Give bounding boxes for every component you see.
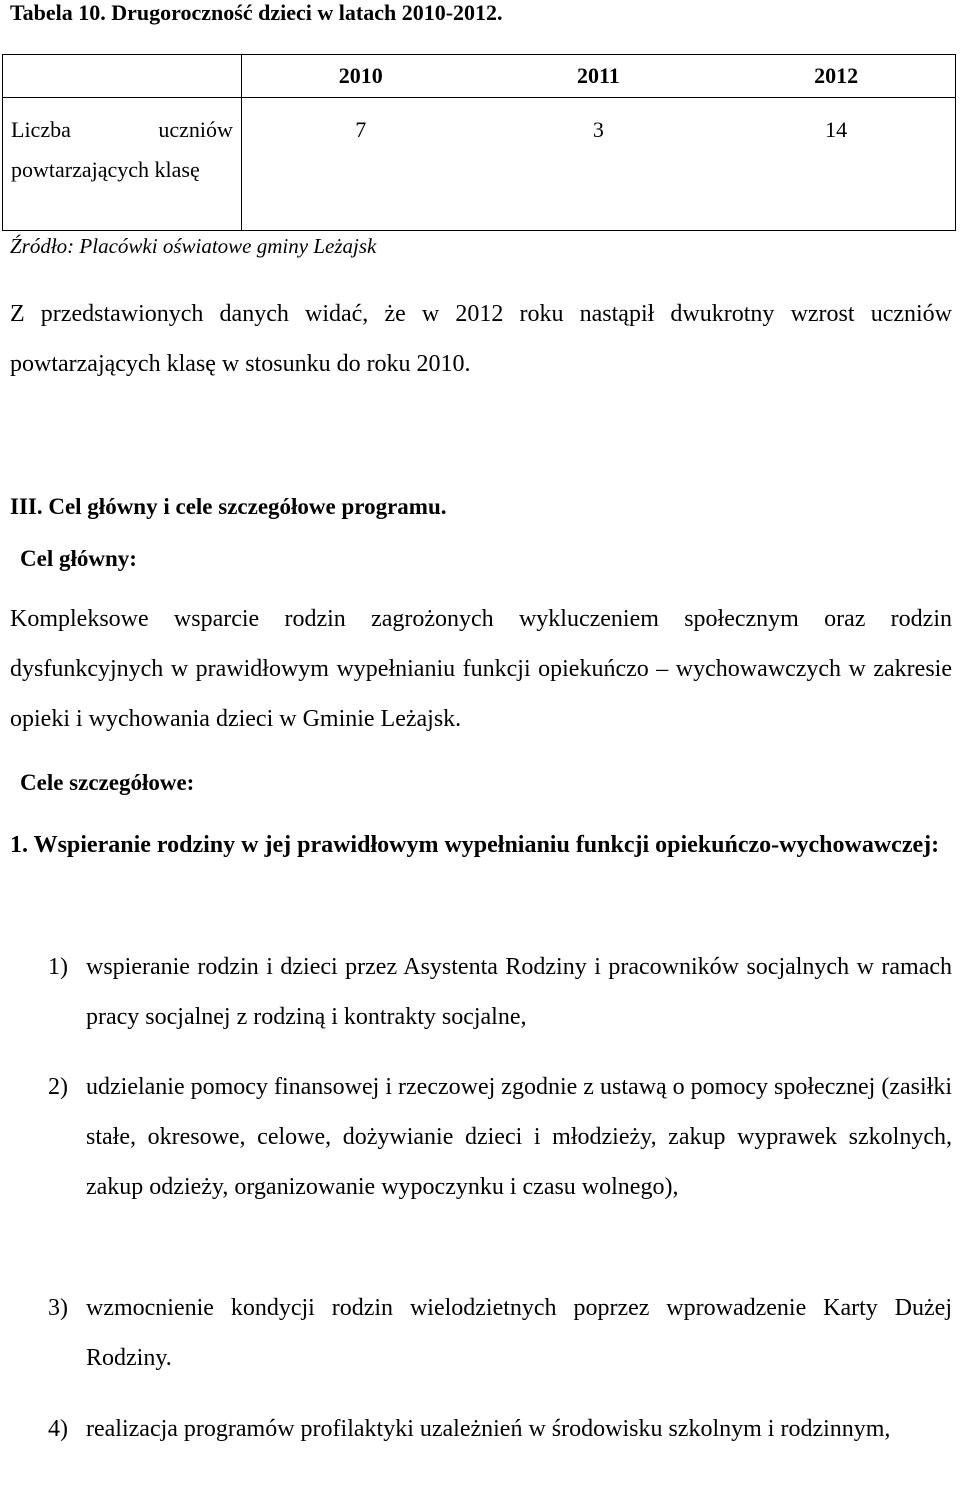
table-header-year: 2010 <box>241 55 479 98</box>
row-label-word: uczniów <box>158 117 233 142</box>
table-header-year: 2012 <box>717 55 955 98</box>
list-item <box>48 1062 952 1212</box>
list-item-number: 2) <box>48 1074 68 1100</box>
main-goal-text: Kompleksowe wsparcie rodzin zagrożonych wykluczeniem społecznym oraz rodzin dysfunkcyjnych w prawidłowym wypełnianiu funkcji opiekuńczo – wychowawczych w zakresie opieki i wychowania dzieci w Gminie Leżajsk. <box>10 606 952 732</box>
main-goal-heading: Cel główny: <box>20 546 137 571</box>
list-item-text: realizacja programów profilaktyki uzależnień w środowisku szkolnym i rodzinnym, <box>86 1416 891 1442</box>
table-cell-value: 7 <box>241 98 479 231</box>
row-label-word: Liczba <box>11 117 71 142</box>
list-item <box>48 942 952 1042</box>
list-item-text: wspieranie rodzin i dzieci przez Asystenta Rodziny i pracowników socjalnych w ramach pracy socjalnej z rodziną i kontrakty socjalne, <box>86 954 952 1030</box>
goal-1-title: 1. Wspieranie rodziny w jej prawidłowym wypełnianiu funkcji opiekuńczo-wychowawczej: <box>10 832 940 858</box>
table-source: Źródło: Placówki oświatowe gminy Leżajsk <box>10 234 377 258</box>
list-item-number: 1) <box>48 954 68 980</box>
summary-paragraph: Z przedstawionych danych widać, że w 2012 roku nastąpił dwukrotny wzrost uczniów powtarzających klasę w stosunku do roku 2010. <box>10 301 952 377</box>
section-heading: III. Cel główny i cele szczegółowe programu. <box>10 494 447 519</box>
repeaters-table <box>2 54 956 231</box>
row-label-line: powtarzających klasę <box>11 157 200 182</box>
table-row <box>3 98 956 231</box>
row-label-cell <box>3 98 242 231</box>
table-header-year: 2011 <box>480 55 718 98</box>
list-item-number: 4) <box>48 1416 68 1442</box>
list-item <box>48 1404 952 1454</box>
list-item <box>48 1283 952 1383</box>
list-item-text: wzmocnienie kondycji rodzin wielodzietnych poprzez wprowadzenie Karty Dużej Rodziny. <box>86 1295 952 1371</box>
list-item-number: 3) <box>48 1295 68 1321</box>
table-cell-value: 3 <box>480 98 718 231</box>
table-caption: Tabela 10. Drugoroczność dzieci w latach 2010-2012. <box>10 0 503 25</box>
table-cell-value: 14 <box>717 98 955 231</box>
table-header-row <box>3 55 956 98</box>
specific-goals-heading: Cele szczegółowe: <box>20 770 195 795</box>
table-header-empty <box>3 55 242 98</box>
list-item-text: udzielanie pomocy finansowej i rzeczowej zgodnie z ustawą o pomocy społecznej (zasiłki stałe, okresowe, celowe, dożywianie dzieci i młodzieży, zakup wyprawek szkolnych, zakup odzieży, organizowanie wypoczynku i czasu wolnego), <box>86 1074 952 1200</box>
